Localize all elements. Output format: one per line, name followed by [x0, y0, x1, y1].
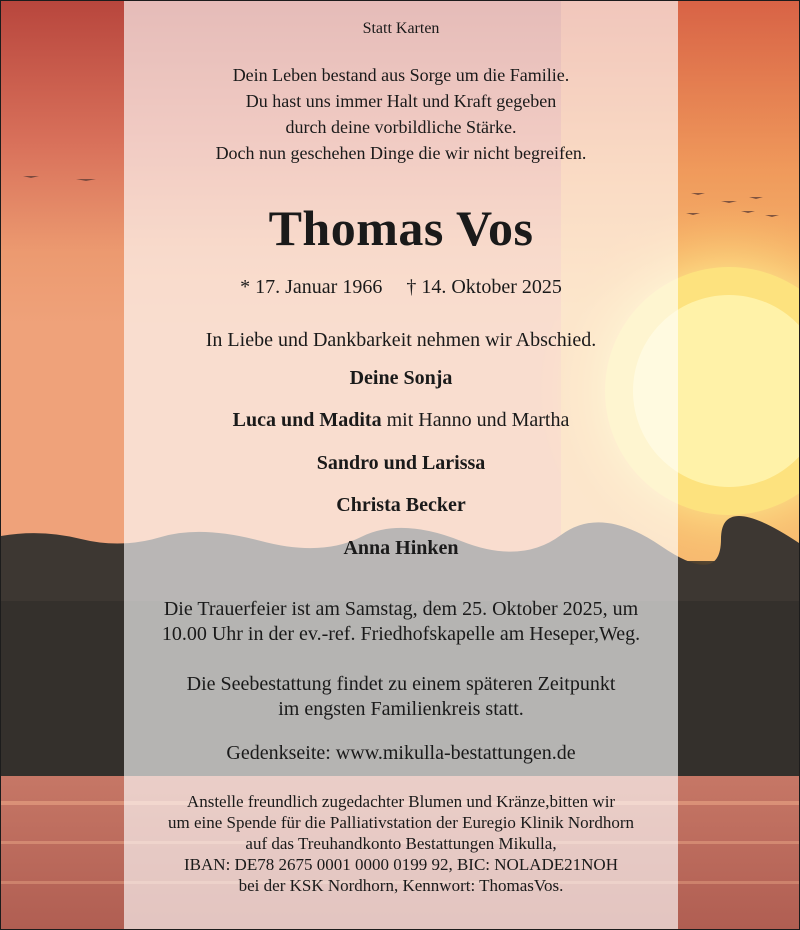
sea-burial-line-2: im engsten Familienkreis statt. — [278, 698, 524, 720]
life-dates — [124, 276, 678, 299]
mourner-line-5: Anna Hinken — [343, 537, 459, 559]
donation-line-2: um eine Spende für die Palliativstation der Euregio Klinik Nordhorn — [168, 813, 634, 832]
mourner-line-1: Deine Sonja — [349, 367, 453, 389]
death-date: † 14. Oktober 2025 — [406, 276, 562, 298]
verse-line-1: Dein Leben bestand aus Sorge um die Familie. — [232, 65, 570, 85]
header-statt-karten: Statt Karten — [362, 20, 440, 37]
birth-date: * 17. Januar 1966 — [240, 276, 383, 298]
donation-line-5: bei der KSK Nordhorn, Kennwort: ThomasVos. — [238, 876, 564, 895]
donation-line-4: IBAN: DE78 2675 0001 0000 0199 92, BIC: NOLADE21NOH — [184, 855, 618, 874]
verse-line-4: Doch nun geschehen Dinge die wir nicht begreifen. — [215, 143, 587, 163]
mourner-line-2-rest: mit Hanno und Martha — [381, 409, 570, 431]
sea-burial-line-1: Die Seebestattung findet zu einem späteren Zeitpunkt — [186, 673, 616, 695]
ceremony-line-1: Die Trauerfeier ist am Samstag, dem 25. Oktober 2025, um — [163, 598, 639, 620]
verse-line-3: durch deine vorbildliche Stärke. — [285, 117, 517, 137]
verse-line-2: Du hast uns immer Halt und Kraft gegeben — [245, 91, 557, 111]
mourner-line-2-bold: Luca und Madita — [232, 409, 382, 431]
memorial-page: Gedenkseite: www.mikulla-bestattungen.de — [226, 742, 576, 764]
ceremony-line-2: 10.00 Uhr in der ev.-ref. Friedhofskapelle am Heseper,Weg. — [161, 623, 641, 645]
donation-line-1: Anstelle freundlich zugedachter Blumen und Kränze,bitten wir — [186, 792, 616, 811]
mourner-line-2 — [124, 409, 678, 432]
mourner-line-4: Christa Becker — [336, 494, 466, 516]
donation-line-3: auf das Treuhandkonto Bestattungen Mikulla, — [245, 834, 557, 853]
farewell-line: In Liebe und Dankbarkeit nehmen wir Abschied. — [205, 329, 597, 351]
deceased-name: Thomas Vos — [268, 200, 534, 256]
mourner-line-3: Sandro und Larissa — [316, 452, 486, 474]
